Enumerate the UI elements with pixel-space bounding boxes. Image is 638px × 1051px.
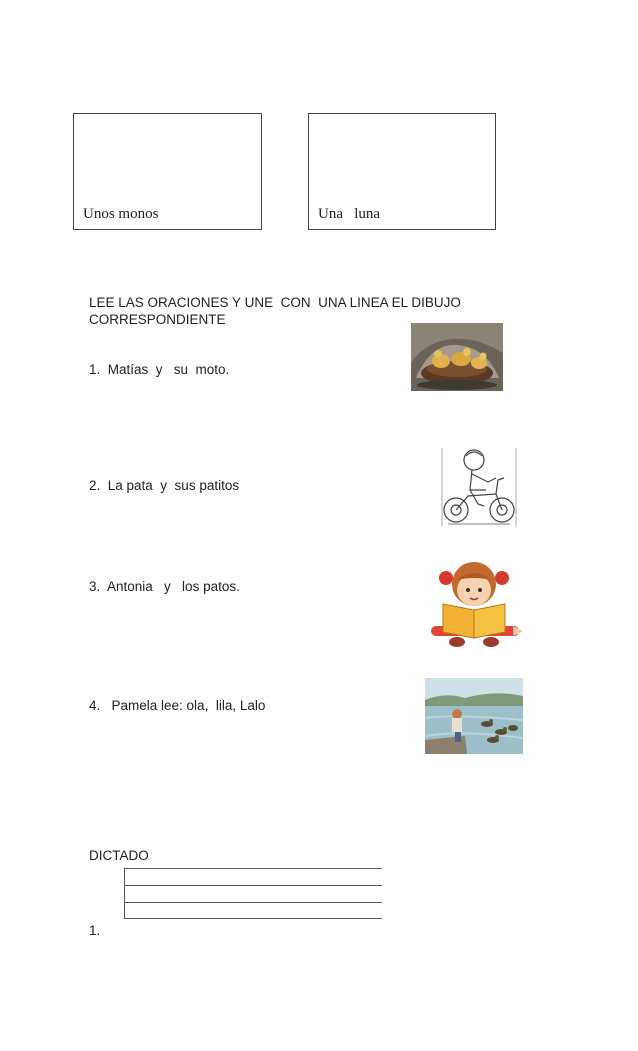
dictation-item-label: 1. — [89, 923, 101, 938]
duck-with-ducklings-icon — [411, 323, 503, 391]
child-on-motorbike-icon — [438, 444, 520, 530]
instruction-line-2: CORRESPONDIENTE — [89, 312, 226, 327]
box-caption: Unos monos — [83, 206, 159, 222]
sentence-3: 3. Antonia y los patos. — [89, 579, 240, 594]
instruction-line-1: LEE LAS ORACIONES Y UNE CON UNA LINEA EL DIBUJO — [89, 295, 461, 310]
sentence-2: 2. La pata y sus patitos — [89, 478, 240, 493]
box-caption: Una luna — [318, 206, 381, 222]
writing-line — [124, 885, 382, 902]
writing-line — [124, 902, 382, 919]
girl-feeding-ducks-at-lake-icon — [425, 678, 523, 754]
image-box-una-luna — [308, 113, 496, 230]
sentence-4: 4. Pamela lee: ola, lila, Lalo — [89, 698, 266, 713]
dictation-writing-lines — [124, 868, 382, 920]
image-box-unos-monos — [73, 113, 262, 230]
writing-line — [124, 868, 382, 885]
sentence-1: 1. Matías y su moto. — [89, 362, 230, 377]
dictation-title: DICTADO — [89, 848, 149, 863]
girl-reading-book-icon — [429, 556, 523, 650]
